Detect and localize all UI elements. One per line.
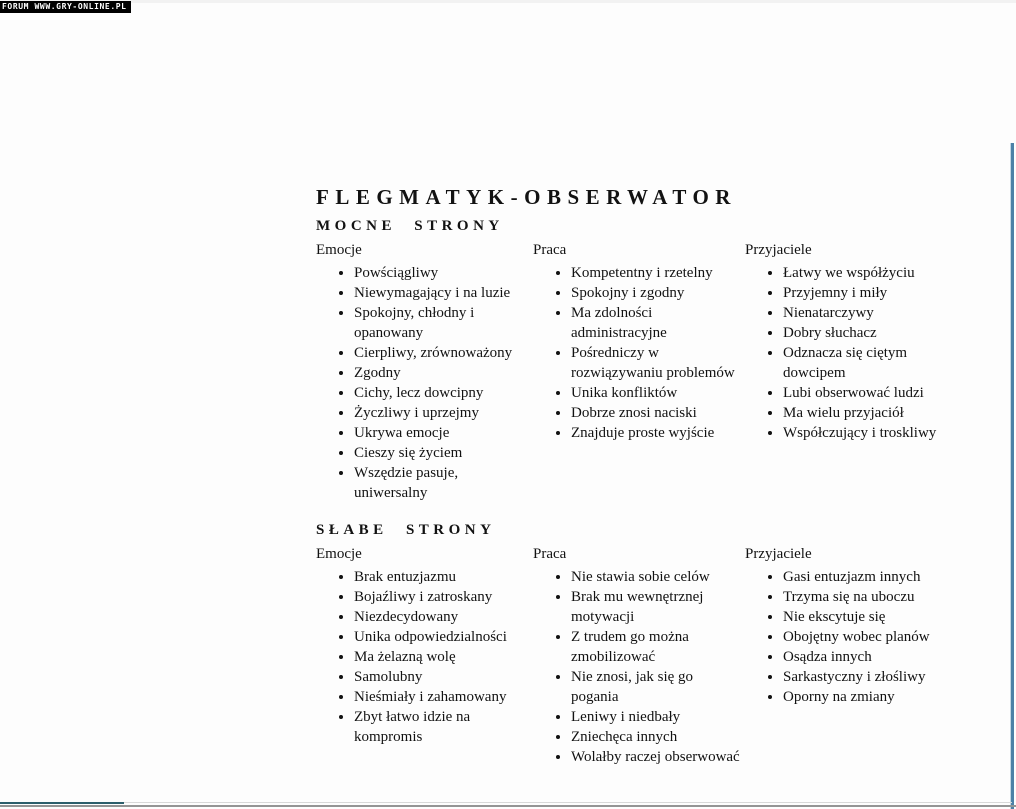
trait-item: • Leniwy i niedbały bbox=[571, 707, 745, 727]
trait-item: • Zniechęca innych bbox=[571, 727, 745, 747]
page-title: FLEGMATYK-OBSERWATOR bbox=[316, 185, 737, 209]
trait-item: • Wszędzie pasuje, uniwersalny bbox=[354, 463, 533, 503]
trait-item: • Brak mu wewnętrznej motywacji bbox=[571, 587, 745, 627]
trait-item: • Lubi obserwować ludzi bbox=[783, 383, 944, 403]
column-praca bbox=[533, 242, 745, 443]
trait-item: • Unika konfliktów bbox=[571, 383, 745, 403]
column-praca bbox=[533, 546, 745, 767]
trait-item: • Z trudem go można zmobilizować bbox=[571, 627, 745, 667]
trait-item: • Nie stawia sobie celów bbox=[571, 567, 745, 587]
document-content bbox=[316, 186, 946, 767]
column-emocje bbox=[316, 242, 533, 503]
top-edge-strip bbox=[0, 0, 1016, 3]
trait-item: • Zgodny bbox=[354, 363, 533, 383]
column-header: Emocje bbox=[316, 242, 362, 258]
right-border-line bbox=[1010, 143, 1014, 809]
trait-item: • Ukrywa emocje bbox=[354, 423, 533, 443]
trait-item: • Cichy, lecz dowcipny bbox=[354, 383, 533, 403]
section-heading: MOCNE STRONY bbox=[316, 218, 504, 234]
trait-item: • Życzliwy i uprzejmy bbox=[354, 403, 533, 423]
trait-item: • Niewymagający i na luzie bbox=[354, 283, 533, 303]
trait-list bbox=[745, 567, 944, 707]
trait-list bbox=[533, 567, 745, 767]
trait-item: • Łatwy we współżyciu bbox=[783, 263, 944, 283]
trait-item: • Znajduje proste wyjście bbox=[571, 423, 745, 443]
section-strengths bbox=[316, 218, 946, 503]
section-heading: SŁABE STRONY bbox=[316, 522, 496, 538]
section-weaknesses bbox=[316, 522, 946, 767]
trait-item: • Gasi entuzjazm innych bbox=[783, 567, 944, 587]
trait-item: • Spokojny, chłodny i opanowany bbox=[354, 303, 533, 343]
trait-item: • Nie ekscytuje się bbox=[783, 607, 944, 627]
trait-list bbox=[316, 567, 533, 747]
trait-item: • Samolubny bbox=[354, 667, 533, 687]
column-header: Emocje bbox=[316, 546, 362, 562]
column-header: Przyjaciele bbox=[745, 242, 812, 258]
trait-list bbox=[745, 263, 944, 443]
column-header: Praca bbox=[533, 242, 567, 258]
trait-item: • Spokojny i zgodny bbox=[571, 283, 745, 303]
trait-item: • Zbyt łatwo idzie na kompromis bbox=[354, 707, 533, 747]
trait-item: • Dobry słuchacz bbox=[783, 323, 944, 343]
trait-item: • Odznacza się ciętym dowcipem bbox=[783, 343, 944, 383]
trait-item: • Cieszy się życiem bbox=[354, 443, 533, 463]
column-header: Przyjaciele bbox=[745, 546, 812, 562]
trait-item: • Ma zdolności administracyjne bbox=[571, 303, 745, 343]
trait-item: • Unika odpowiedzialności bbox=[354, 627, 533, 647]
trait-item: • Sarkastyczny i złośliwy bbox=[783, 667, 944, 687]
columns-grid bbox=[316, 242, 946, 503]
trait-item: • Pośredniczy w rozwiązywaniu problemów bbox=[571, 343, 745, 383]
trait-item: • Trzyma się na uboczu bbox=[783, 587, 944, 607]
trait-item: • Brak entuzjazmu bbox=[354, 567, 533, 587]
trait-item: • Kompetentny i rzetelny bbox=[571, 263, 745, 283]
column-przyjaciele bbox=[745, 242, 944, 443]
trait-item: • Powściągliwy bbox=[354, 263, 533, 283]
trait-item: • Niezdecydowany bbox=[354, 607, 533, 627]
trait-item: • Bojaźliwy i zatroskany bbox=[354, 587, 533, 607]
trait-list bbox=[316, 263, 533, 503]
trait-item: • Ma wielu przyjaciół bbox=[783, 403, 944, 423]
sections-container bbox=[316, 218, 946, 767]
trait-item: • Obojętny wobec planów bbox=[783, 627, 944, 647]
bottom-accent-line bbox=[0, 802, 124, 804]
trait-item: • Wolałby raczej obserwować bbox=[571, 747, 745, 767]
trait-item: • Przyjemny i miły bbox=[783, 283, 944, 303]
column-emocje bbox=[316, 546, 533, 747]
trait-item: • Nie znosi, jak się go pogania bbox=[571, 667, 745, 707]
column-header: Praca bbox=[533, 546, 567, 562]
trait-item: • Ma żelazną wolę bbox=[354, 647, 533, 667]
trait-item: • Współczujący i troskliwy bbox=[783, 423, 944, 443]
watermark-badge: FORUM WWW.GRY-ONLINE.PL bbox=[0, 1, 131, 13]
trait-item: • Nienatarczywy bbox=[783, 303, 944, 323]
trait-item: • Dobrze znosi naciski bbox=[571, 403, 745, 423]
trait-list bbox=[533, 263, 745, 443]
trait-item: • Nieśmiały i zahamowany bbox=[354, 687, 533, 707]
trait-item: • Cierpliwy, zrównoważony bbox=[354, 343, 533, 363]
trait-item: • Osądza innych bbox=[783, 647, 944, 667]
trait-item: • Oporny na zmiany bbox=[783, 687, 944, 707]
column-przyjaciele bbox=[745, 546, 944, 707]
columns-grid bbox=[316, 546, 946, 767]
bottom-light-line bbox=[124, 802, 1012, 803]
bottom-border-line bbox=[0, 805, 1016, 807]
